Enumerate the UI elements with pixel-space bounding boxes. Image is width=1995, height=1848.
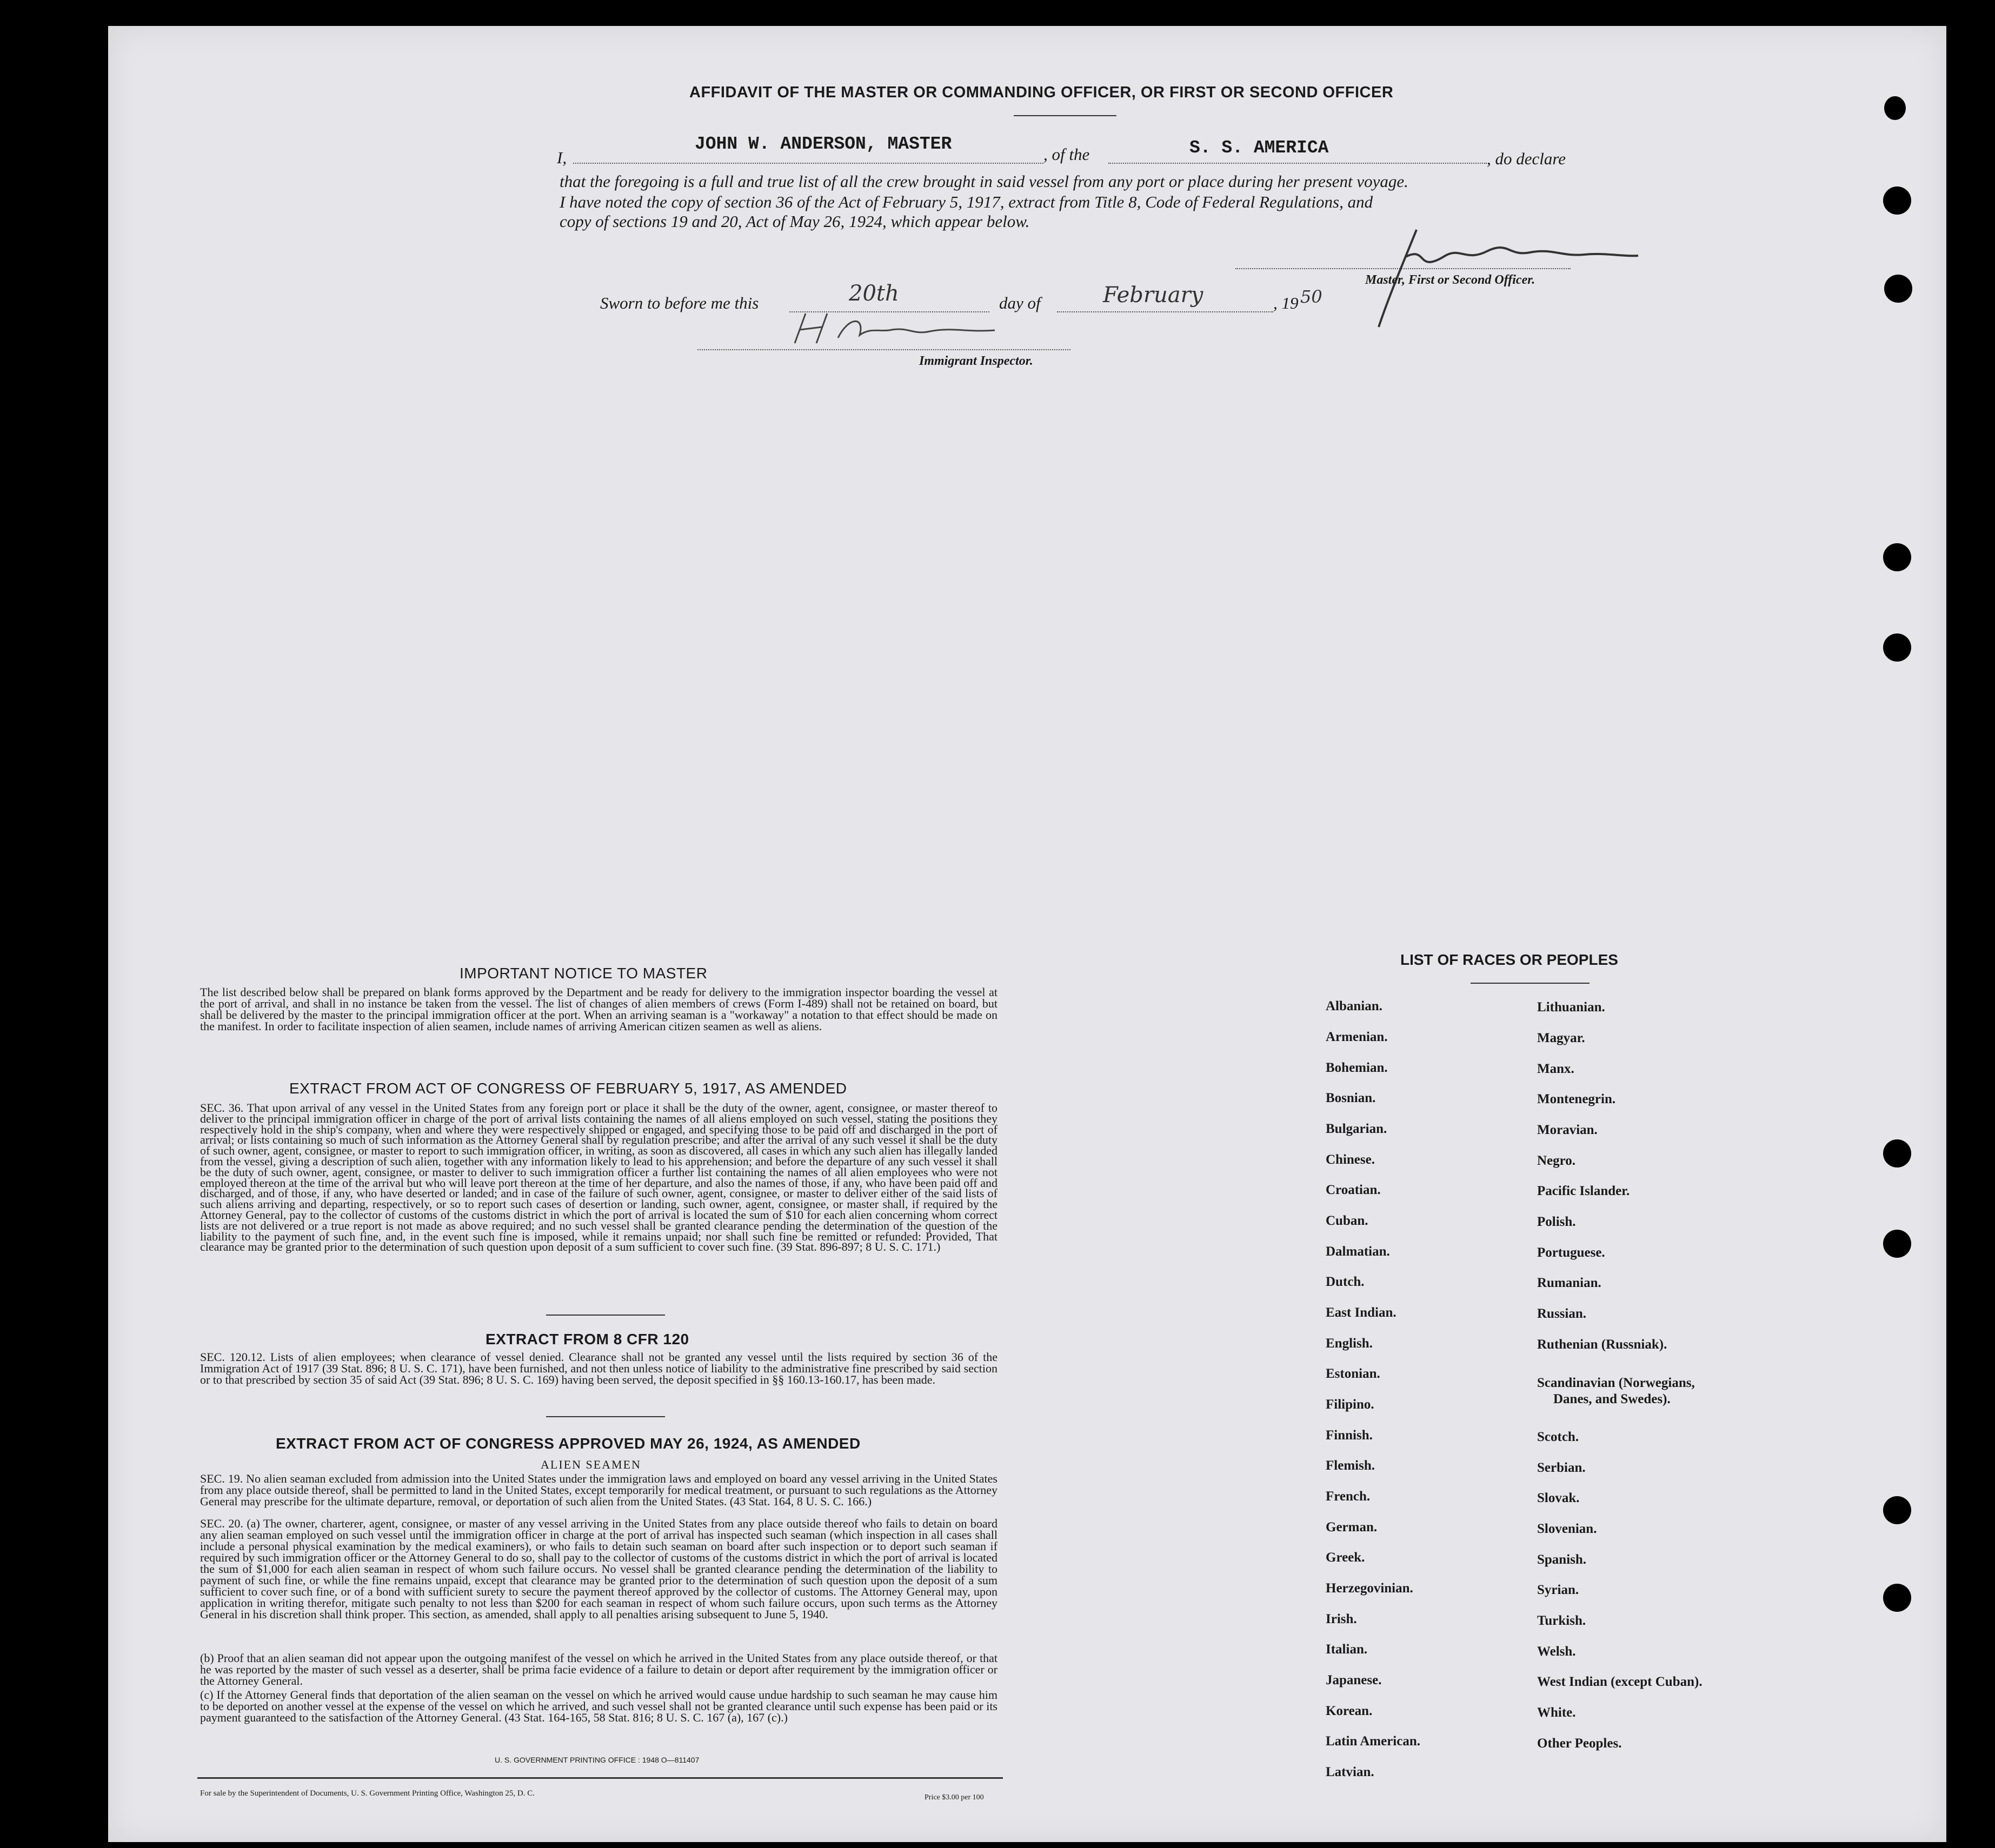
race-left: Dalmatian. bbox=[1326, 1244, 1390, 1259]
race-left: Estonian. bbox=[1326, 1366, 1380, 1381]
race-right: Moravian. bbox=[1537, 1123, 1598, 1137]
races-divider bbox=[1471, 983, 1590, 984]
divider-1 bbox=[546, 1315, 665, 1316]
day-value: 20th bbox=[849, 281, 899, 306]
race-right: Scandinavian (Norwegians, bbox=[1537, 1376, 1695, 1390]
divider-2 bbox=[546, 1416, 665, 1417]
sec-20c-text: (c) If the Attorney General finds that deportation of the alien seaman on the vessel on which he arrived would cause undue hardship to such seaman he may cause him to be deported on another vessel at the expense of the vessel on which he arrived, and such vessel shall not be granted clearance until such expense has been paid or its payment guaranteed to the satisfaction of the Attorney General. (43 Stat. 164-165, 58 Stat. 816; 8 U. S. C. 167 (a), 167 (c).) bbox=[200, 1688, 998, 1724]
printing-office-imprint: U. S. GOVERNMENT PRINTING OFFICE : 1948 O—811407 bbox=[495, 1756, 700, 1764]
race-right: Montenegrin. bbox=[1537, 1092, 1616, 1106]
master-caption: Master, First or Second Officer. bbox=[1365, 273, 1535, 287]
sworn-label: Sworn to before me this bbox=[600, 293, 759, 312]
extract-8cfr-text: SEC. 120.12. Lists of alien employees; when clearance of vessel denied. Clearance shall not be granted any vessel until the lists required by section 36 of the Immigration Act of 1917 (39 Stat. 896; 8 U. S. C. 171), have been furnished, and not then unless notice of liability to the administrative fine prescribed by said section or to that prescribed by section 35 of said Act (39 Stat. 896; 8 U. S. C. 169) having been served, the deposit specified in §§ 160.13-160.17, has been made. bbox=[200, 1350, 998, 1386]
extract-1917-title: EXTRACT FROM ACT OF CONGRESS OF FEBRUARY 5, 1917, AS AMENDED bbox=[289, 1080, 847, 1097]
inspector-caption: Immigrant Inspector. bbox=[919, 354, 1033, 368]
race-right: Pacific Islander. bbox=[1537, 1184, 1630, 1198]
race-right: Negro. bbox=[1537, 1153, 1576, 1168]
year-value: 50 bbox=[1300, 286, 1322, 307]
race-left: Herzegovinian. bbox=[1326, 1581, 1413, 1596]
punch-hole bbox=[1883, 633, 1911, 662]
title-divider bbox=[1014, 115, 1116, 116]
of-the-label: , of the bbox=[1043, 145, 1090, 164]
month-value: February bbox=[1103, 283, 1203, 308]
race-right: Rumanian. bbox=[1537, 1276, 1601, 1290]
race-left: Armenian. bbox=[1326, 1030, 1388, 1044]
race-right: Syrian. bbox=[1537, 1583, 1579, 1597]
races-title: LIST OF RACES OR PEOPLES bbox=[1400, 951, 1618, 968]
race-left: Greek. bbox=[1326, 1550, 1365, 1565]
race-right: Polish. bbox=[1537, 1215, 1576, 1229]
notice-title: IMPORTANT NOTICE TO MASTER bbox=[460, 965, 708, 982]
race-right: Lithuanian. bbox=[1537, 1000, 1605, 1015]
race-left: Bulgarian. bbox=[1326, 1122, 1387, 1136]
race-right: Portuguese. bbox=[1537, 1245, 1605, 1260]
punch-hole bbox=[1884, 275, 1912, 303]
race-right: Serbian. bbox=[1537, 1460, 1586, 1475]
race-right: Slovak. bbox=[1537, 1491, 1580, 1505]
race-right: Scotch. bbox=[1537, 1430, 1579, 1444]
race-left: Latin American. bbox=[1326, 1734, 1420, 1749]
declaration-line-2: that the foregoing is a full and true list of all the crew brought in said vessel from any port or place during her present voyage. bbox=[560, 172, 1408, 191]
race-left: Cuban. bbox=[1326, 1213, 1368, 1228]
sec-20b-text: (b) Proof that an alien seaman did not appear upon the outgoing manifest of the vessel on which he arrived in the United States from any place outside thereof, or that he was reported by the master of such vessel as a deserter, shall be prima facie evidence of a failure to detain or deport after requirement by the immigration officer or the Attorney General. bbox=[200, 1651, 998, 1687]
punch-hole bbox=[1883, 1496, 1911, 1524]
race-left: French. bbox=[1326, 1489, 1371, 1504]
race-left: Japanese. bbox=[1326, 1673, 1382, 1687]
price-note: Price $3.00 per 100 bbox=[925, 1793, 984, 1802]
race-left: Italian. bbox=[1326, 1642, 1368, 1657]
sec-20a-text: SEC. 20. (a) The owner, charterer, agent, consignee, or master of any vessel arriving in the United States from any place outside thereof who fails to detain on board any alien seaman employed on such vessel until the immigration officer in charge at the port of arrival has inspected such seaman (which inspection in all cases shall include a personal physical examination by the medical examiners), or who fails to detain such seaman on board after such inspection or to deport such seaman if required by such immigration officer or the Attorney General to do so, shall pay to the collector of customs of the customs district in which the port of arrival is located the sum of $1,000 for each alien seaman in respect of whom such failure occurs. No vessel shall be granted clearance pending the determination of the liability to payment of such fine, or while the fine remains unpaid, except that clearance may be granted prior to the determination of such question upon the deposit of a sum sufficient to cover such fine, or of a bond with sufficient surety to secure the payment thereof approved by the collector of customs. The Attorney General may, upon application in writing therefor, mitigate such penalty to not less than $200 for each seaman in respect of whom such failure occurs, upon such terms as the Attorney General in his discretion shall think proper. This section, as amended, shall apply to all penalties arising subsequent to June 5, 1940. bbox=[200, 1517, 998, 1621]
race-right: Magyar. bbox=[1537, 1031, 1585, 1045]
day-of-label: day of bbox=[999, 293, 1041, 312]
race-right: White. bbox=[1537, 1705, 1576, 1720]
for-sale-note: For sale by the Superintendent of Documents, U. S. Government Printing Office, Washington 25, D. C. bbox=[200, 1789, 535, 1798]
race-right: Russian. bbox=[1537, 1306, 1587, 1321]
year-prefix: , 19 bbox=[1273, 293, 1299, 312]
declaration-line-3: I have noted the copy of section 36 of the Act of February 5, 1917, extract from Title 8, Code of Federal Regulations, and bbox=[560, 192, 1373, 211]
alien-seamen-subtitle: ALIEN SEAMEN bbox=[541, 1458, 641, 1471]
footer-rule bbox=[197, 1777, 1003, 1779]
punch-hole bbox=[1883, 186, 1911, 215]
race-left: Albanian. bbox=[1326, 999, 1382, 1013]
punch-hole bbox=[1883, 1230, 1911, 1258]
notice-text: The list described below shall be prepared on blank forms approved by the Department and be ready for delivery to the immigration inspector boarding the vessel at the port of arrival, and shall in no instance be taken from the vessel. The list of changes of alien members of crews (Form I-489) shall not be retained on board, but shall be delivered by the master to the principal immigration officer at the port. When an arriving seaman is a "workaway" a notation to that effect should be made on the manifest. In order to facilitate inspection of alien seamen, include names of arriving American citizen seamen as well as aliens. bbox=[200, 985, 998, 1033]
race-right: Danes, and Swedes). bbox=[1553, 1392, 1671, 1406]
race-left: Croatian. bbox=[1326, 1183, 1381, 1197]
extract-8cfr-title: EXTRACT FROM 8 CFR 120 bbox=[486, 1331, 689, 1347]
race-right: Turkish. bbox=[1537, 1613, 1586, 1628]
declaration-prefix: I, bbox=[557, 148, 567, 167]
race-right: Spanish. bbox=[1537, 1552, 1587, 1567]
race-left: Dutch. bbox=[1326, 1275, 1365, 1289]
punch-hole bbox=[1883, 1139, 1911, 1167]
race-left: Finnish. bbox=[1326, 1428, 1373, 1443]
race-left: Filipino. bbox=[1326, 1397, 1374, 1412]
race-left: Latvian. bbox=[1326, 1765, 1374, 1779]
extract-1917-text: SEC. 36. That upon arrival of any vessel in the United States from any foreign port or place it shall be the duty of the owner, agent, consignee, or master thereof to deliver to the principal immigration officer in charge of the port of arrival lists containing the names of all aliens employed on such vessel, stating the positions they respectively hold in the ship's company, when and where they were respectively shipped or engaged, and specifying those to be paid off and discharged in the port of arrival; or lists containing so much of such information as the Attorney General shall by regulation prescribe; and after the arrival of any such vessel it shall be the duty of such owner, agent, consignee, or master to report to such immigration officer, in writing, as soon as discovered, all cases in which any such alien has illegally landed from the vessel, giving a description of such alien, together with any information likely to lead to his apprehension; and before the departure of any such vessel it shall be the duty of such owner, agent, consignee, or master to deliver to such immigration officer a further list containing the names of all alien employees who were not employed thereon at the time of the arrival but who will leave port thereon at the time of her departure, and also the names of those, if any, who have been paid off and discharged, and of those, if any, who have deserted or landed; and in case of the failure of such owner, agent, consignee, or master to deliver either of the said lists of such aliens arriving and departing, respectively, or so to report such cases of desertion or landing, such owner, agent, consignee, or master shall, if required by the Attorney General, pay to the collector of customs of the customs district in which the port of arrival is located the sum of $10 for each alien concerning whom correct lists are not delivered or a true report is not made as above required; and no such vessel shall be granted clearance pending the determination of the question of the liability to the payment of such fine, and, in the event such fine is imposed, while it remains unpaid; nor shall such fine be remitted or refunded: Provided, That clearance may be granted prior to the determination of such question upon deposit of a sum sufficient to cover such fine. (39 Stat. 896-897; 8 U. S. C. 171.) bbox=[200, 1101, 998, 1254]
master-name-value: JOHN W. ANDERSON, MASTER bbox=[695, 134, 952, 154]
race-left: English. bbox=[1326, 1336, 1373, 1351]
declaration-line-4: copy of sections 19 and 20, Act of May 26, 1924, which appear below. bbox=[560, 212, 1030, 231]
affidavit-title: AFFIDAVIT OF THE MASTER OR COMMANDING OFFICER, OR FIRST OR SECOND OFFICER bbox=[689, 84, 1394, 101]
race-left: Korean. bbox=[1326, 1704, 1373, 1718]
race-right: West Indian (except Cuban). bbox=[1537, 1674, 1703, 1689]
race-right: Ruthenian (Russniak). bbox=[1537, 1337, 1667, 1352]
punch-hole bbox=[1883, 543, 1911, 571]
race-left: Bosnian. bbox=[1326, 1091, 1376, 1105]
race-right: Manx. bbox=[1537, 1062, 1574, 1076]
race-right: Welsh. bbox=[1537, 1644, 1576, 1659]
punch-hole bbox=[1884, 96, 1906, 120]
do-declare-label: , do declare bbox=[1487, 149, 1566, 168]
race-left: Irish. bbox=[1326, 1612, 1357, 1626]
inspector-signature bbox=[789, 305, 1070, 354]
sec-19-text: SEC. 19. No alien seaman excluded from admission into the United States under the immigration laws and employed on board any vessel arriving in the United States from any place outside thereof, shall be permitted to land in the United States, except temporarily for medical treatment, or pursuant to such regulations as the Attorney General may prescribe for the ultimate departure, removal, or deportation of such alien from the United States. (43 Stat. 164, 8 U. S. C. 166.) bbox=[200, 1472, 998, 1508]
race-left: Bohemian. bbox=[1326, 1060, 1388, 1075]
extract-1924-title: EXTRACT FROM ACT OF CONGRESS APPROVED MAY 26, 1924, AS AMENDED bbox=[276, 1435, 861, 1452]
race-left: East Indian. bbox=[1326, 1305, 1396, 1320]
race-left: German. bbox=[1326, 1520, 1378, 1535]
vessel-name-value: S. S. AMERICA bbox=[1189, 138, 1329, 158]
race-left: Flemish. bbox=[1326, 1458, 1375, 1473]
race-left: Chinese. bbox=[1326, 1152, 1375, 1167]
race-right: Slovenian. bbox=[1537, 1522, 1597, 1536]
race-right: Other Peoples. bbox=[1537, 1736, 1622, 1751]
punch-hole bbox=[1883, 1584, 1911, 1612]
